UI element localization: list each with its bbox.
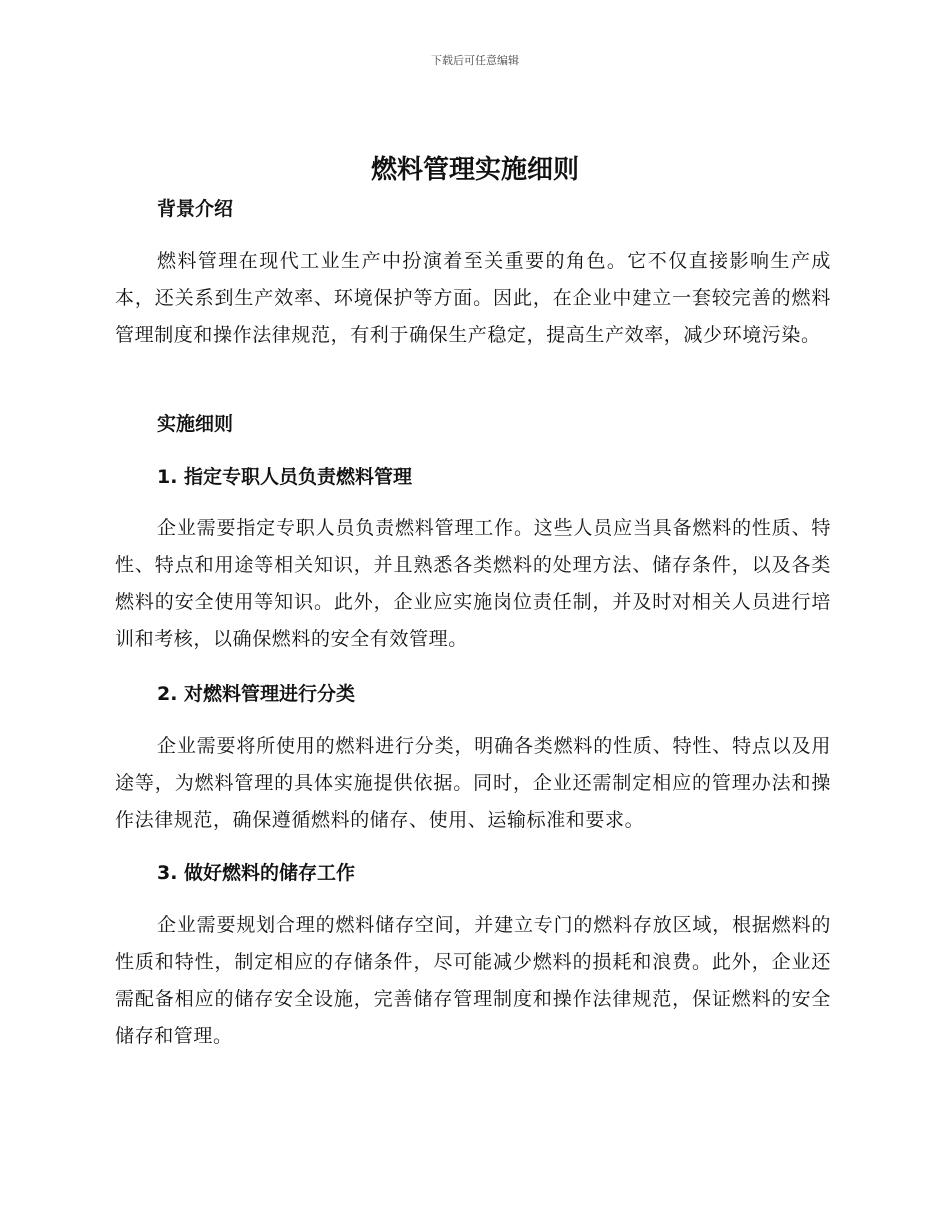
paragraph-background: 燃料管理在现代工业生产中扮演着至关重要的角色。它不仅直接影响生产成本，还关系到生产效率、环境保护等方面。因此，在企业中建立一套较完善的燃料管理制度和操作法律规范，有利于确保生产稳定，提高生产效率，减少环境污染。	[115, 250, 831, 346]
paragraph-item-3: 企业需要规划合理的燃料储存空间，并建立专门的燃料存放区域，根据燃料的性质和特性，制定相应的存储条件，尽可能减少燃料的损耗和浪费。此外，企业还需配备相应的储存安全设施，完善储存管理制度和操作法律规范，保证燃料的安全储存和管理。	[115, 914, 831, 1047]
paragraph-item-1: 企业需要指定专职人员负责燃料管理工作。这些人员应当具备燃料的性质、特性、特点和用途等相关知识，并且熟悉各类燃料的处理方法、储存条件，以及各类燃料的安全使用等知识。此外，企业应实施岗位责任制，并及时对相关人员进行培训和考核，以确保燃料的安全有效管理。	[115, 517, 831, 650]
paragraph-item-2: 企业需要将所使用的燃料进行分类，明确各类燃料的性质、特性、特点以及用途等，为燃料管理的具体实施提供依据。同时，企业还需制定相应的管理办法和操作法律规范，确保遵循燃料的储存、使用、运输标准和要求。	[115, 735, 831, 831]
document-title: 燃料管理实施细则	[370, 155, 579, 185]
section-heading-implementation: 实施细则	[157, 413, 234, 435]
sub-heading-item-2: 2. 对燃料管理进行分类	[157, 683, 356, 705]
page-header-note: 下载后可任意编辑	[431, 54, 519, 67]
sub-heading-item-3: 3. 做好燃料的储存工作	[157, 862, 356, 884]
section-heading-background: 背景介绍	[157, 198, 234, 220]
sub-heading-item-1: 1. 指定专职人员负责燃料管理	[157, 466, 413, 488]
